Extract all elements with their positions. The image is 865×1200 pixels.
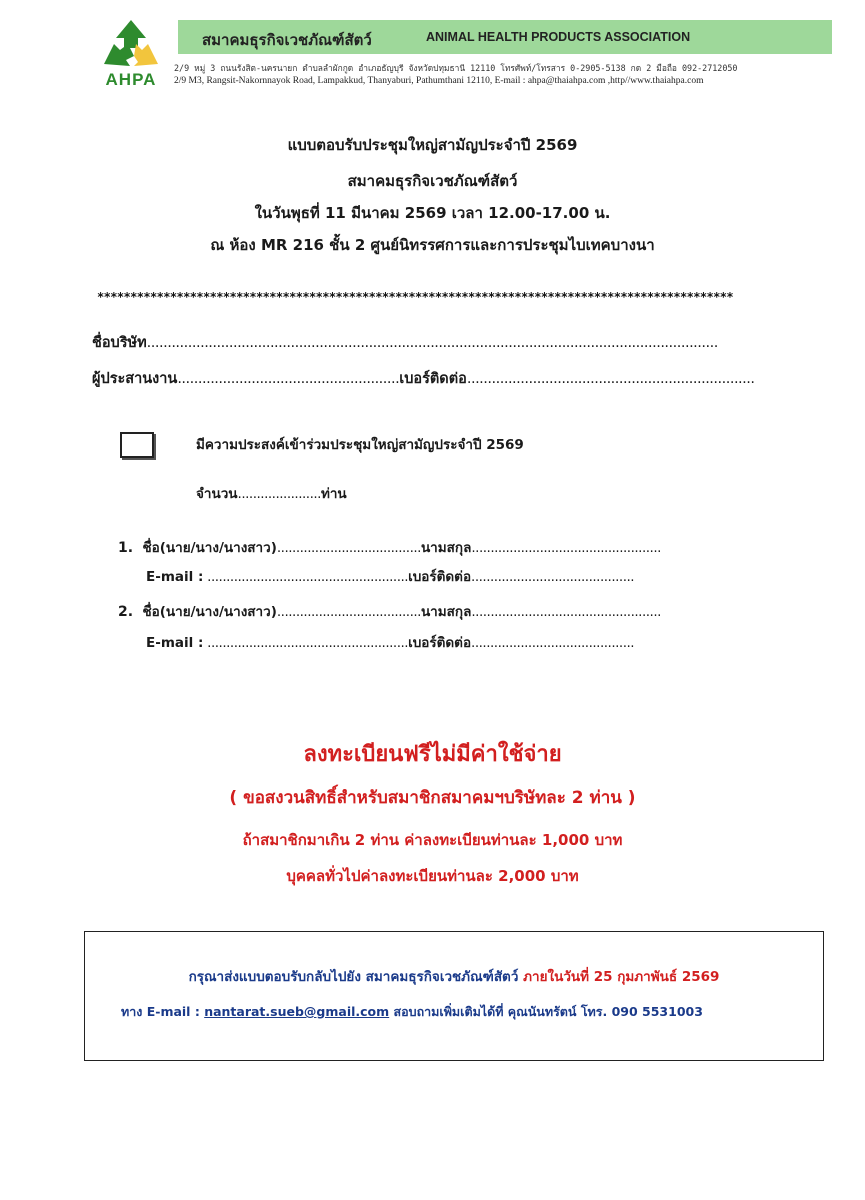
association-name-th: สมาคมธุรกิจเวชภัณฑ์สัตว์ [202, 31, 372, 49]
attendee-phone-label: เบอร์ติดต่อ [408, 635, 472, 651]
member-privilege-note: ( ขอสงวนสิทธิ์สำหรับสมาชิกสมาคมฯบริษัทละ 2 ท่าน ) [229, 788, 636, 808]
meeting-date: ในวันพุธที่ 11 มีนาคม 2569 เวลา 12.00-17.00 น. [254, 204, 611, 222]
association-name-en: ANIMAL HEALTH PRODUCTS ASSOCIATION [426, 30, 691, 44]
attendee-1-name-row[interactable]: 1. ชื่อ(นาย/นาง/นางสาว)......................................นามสกุล.................................................. [118, 540, 661, 556]
attend-checkbox[interactable] [120, 432, 154, 458]
count-label: จำนวน [196, 486, 238, 502]
meeting-venue: ณ ห้อง MR 216 ชั้น 2 ศูนย์นิทรรศการและการประชุมไบเทคบางนา [210, 236, 655, 254]
submission-notice-box [84, 931, 824, 1061]
separator: ************************************************************************************************ [97, 290, 733, 304]
company-field[interactable]: ชื่อบริษัท........................................................................................................................................... [92, 335, 718, 351]
inquiry-contact: สอบถามเพิ่มเติมได้ที่ คุณนันทรัตน์ โทร. 090 5531003 [389, 1004, 703, 1019]
submission-instruction [85, 965, 823, 987]
email-prefix: ทาง E-mail : [121, 1004, 205, 1019]
attendee-surname-label: นามสกุล [420, 540, 472, 556]
ahpa-logo [94, 18, 168, 90]
address-english: 2/9 M3, Rangsit-Nakornnayok Road, Lampakkud, Thanyaburi, Pathumthani 12110, E-mail : ahpa@thaiahpa.com ,http//www.thaiahpa.com [174, 76, 704, 86]
attendee-1-email-row[interactable]: E-mail : .....................................................เบอร์ติดต่อ........................................... [146, 569, 635, 585]
logo-text: AHPA [105, 70, 157, 89]
coordinator-contact-label: เบอร์ติดต่อ [399, 371, 467, 387]
company-label: ชื่อบริษัท [92, 335, 147, 351]
free-registration-headline: ลงทะเบียนฟรีไม่มีค่าใช้จ่าย [303, 742, 562, 767]
contact-email-link[interactable]: nantarat.sueb@gmail.com [204, 1004, 390, 1019]
coordinator-label: ผู้ประสานงาน [92, 371, 178, 387]
public-fee: บุคคลทั่วไปค่าลงทะเบียนท่านละ 2,000 บาท [286, 867, 579, 885]
form-title: แบบตอบรับประชุมใหญ่สามัญประจำปี 2569 [287, 136, 578, 154]
attendee-count-field[interactable]: จำนวน......................ท่าน [196, 486, 347, 502]
organizer-name: สมาคมธุรกิจเวชภัณฑ์สัตว์ [347, 172, 518, 190]
attendee-name-label: ชื่อ(นาย/นาง/นางสาว) [142, 604, 277, 620]
attendee-2-name-row[interactable]: 2. ชื่อ(นาย/นาง/นางสาว)......................................นามสกุล.................................................. [118, 604, 661, 620]
count-unit: ท่าน [320, 486, 347, 502]
attendee-2-email-row[interactable]: E-mail : .....................................................เบอร์ติดต่อ........................................... [146, 635, 635, 651]
coordinator-field[interactable]: ผู้ประสานงาน......................................................เบอร์ติดต่อ...................................................................... [92, 371, 755, 387]
attendee-number: 2. [118, 604, 134, 620]
member-extra-fee: ถ้าสมาชิกมาเกิน 2 ท่าน ค่าลงทะเบียนท่านละ 1,000 บาท [242, 831, 623, 849]
attendee-phone-label: เบอร์ติดต่อ [408, 569, 472, 585]
contact-line [121, 1002, 703, 1022]
header-banner [178, 20, 832, 54]
send-instruction: กรุณาส่งแบบตอบรับกลับไปยัง สมาคมธุรกิจเวชภัณฑ์สัตว์ [188, 969, 524, 985]
attendee-number: 1. [118, 540, 134, 556]
recycle-logo-icon [94, 18, 168, 70]
attendee-name-label: ชื่อ(นาย/นาง/นางสาว) [142, 540, 277, 556]
attendee-email-label: E-mail : [146, 569, 204, 585]
address-thai: 2/9 หมู่ 3 ถนนรังสิต-นครนายก ตำบลลำผักกูด อำเภอธัญบุรี จังหวัดปทุมธานี 12110 โทรศัพท์/โทรสาร 0-2905-5138 กด 2 มือถือ 092-2712050 [174, 63, 738, 73]
attendee-surname-label: นามสกุล [420, 604, 472, 620]
attendee-email-label: E-mail : [146, 635, 204, 651]
attend-intent-label: มีความประสงค์เข้าร่วมประชุมใหญ่สามัญประจำปี 2569 [196, 437, 524, 453]
deadline: ภายในวันที่ 25 กุมภาพันธ์ 2569 [523, 969, 720, 985]
